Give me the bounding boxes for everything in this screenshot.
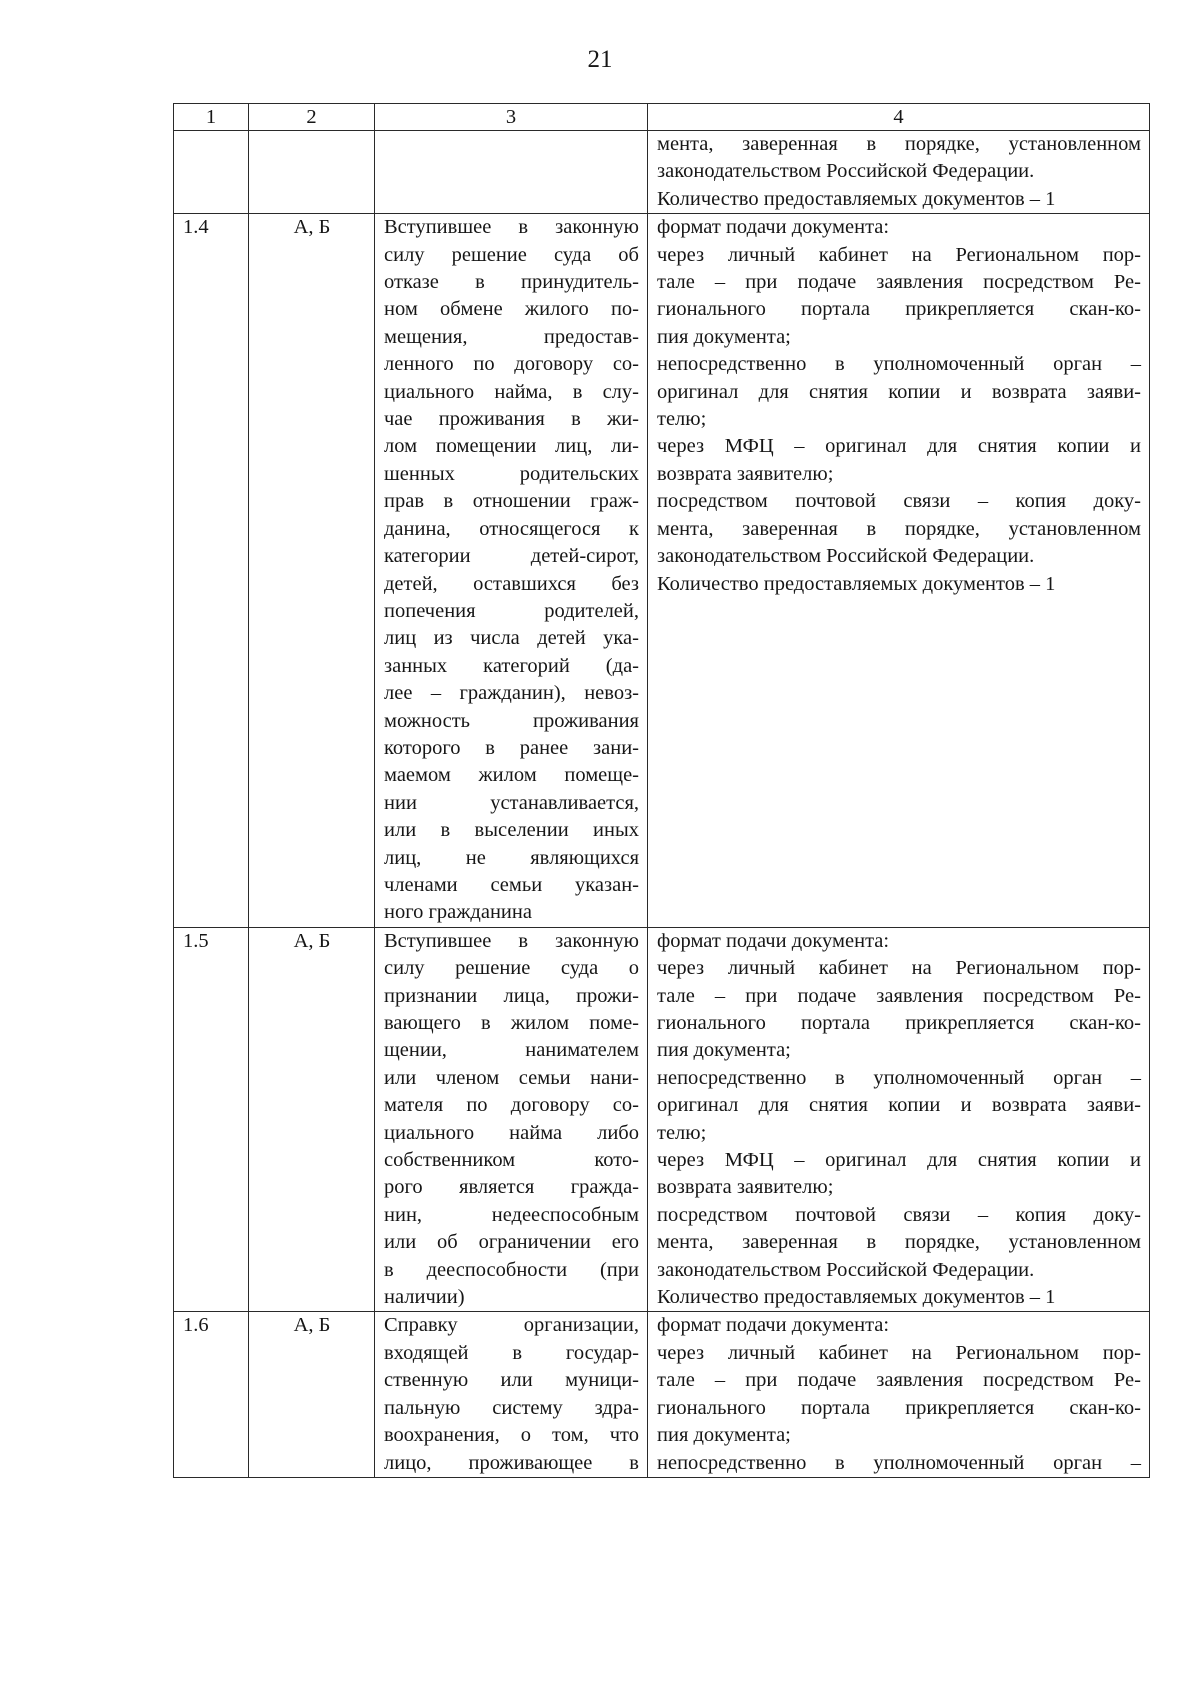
document-name-line: ном обмене жилого по- (384, 298, 639, 321)
document-name-line: данина, относящегося к (384, 517, 639, 540)
submission-format-line: мента, заверенная в порядке, установленном (657, 133, 1141, 155)
column-header-4: 4 (648, 104, 1150, 131)
document-name-line: вающего в жилом поме- (384, 1012, 639, 1034)
submission-format-line: гионального портала прикрепляется скан-ко- (657, 1012, 1141, 1034)
column-header-2: 2 (249, 104, 375, 131)
submission-format-line: формат подачи документа: (657, 1314, 890, 1337)
table-row (174, 927, 1150, 1312)
submission-format-line: гионального портала прикрепляется скан-ко- (657, 298, 1141, 321)
document-name-line: лицо, проживающее в (384, 1451, 639, 1474)
document-name-line: занных категорий (да- (384, 654, 639, 677)
document-name-line: членами семьи указан- (384, 873, 639, 896)
submission-format-line: пия документа; (657, 1039, 791, 1062)
document-name-line: или об ограничении его (384, 1231, 639, 1254)
submission-format-cell (648, 927, 1150, 1312)
document-name-line: попечения родителей, (384, 599, 639, 622)
page-number: 21 (587, 46, 613, 73)
submission-format-line: через МФЦ – оригинал для снятия копии и (657, 435, 1141, 458)
document-name-line: мещения, предостав- (384, 325, 639, 348)
table-row (174, 214, 1150, 928)
applicant-category-cell: А, Б (249, 927, 375, 1312)
document-name-line: ного гражданина (384, 901, 532, 924)
submission-format-line: возврата заявителю; (657, 462, 834, 485)
document-name-line: лее – гражданин), невоз- (384, 682, 639, 705)
submission-format-line: через МФЦ – оригинал для снятия копии и (657, 1149, 1141, 1172)
document-name-line: лом помещении лиц, ли- (384, 435, 639, 458)
submission-format-line: Количество предоставляемых документов – 1 (657, 572, 1056, 595)
document-name-line: или в выселении иных (384, 819, 639, 842)
document-name-line: лиц, не являющихся (384, 846, 639, 869)
document-name-cell (375, 214, 648, 928)
document-name-line: или членом семьи нани- (384, 1066, 639, 1089)
submission-format-line: тале – при подаче заявления посредством Ре- (657, 984, 1141, 1007)
table-body (174, 131, 1150, 1478)
submission-format-line: непосредственно в уполномоченный орган – (657, 1451, 1141, 1474)
submission-format-cell (648, 1312, 1150, 1477)
submission-format-line: тале – при подаче заявления посредством Ре- (657, 1369, 1141, 1392)
document-name-line: детей, оставшихся без (384, 572, 639, 595)
document-name-line: Вступившее в законную (384, 929, 639, 952)
submission-format-line: мента, заверенная в порядке, установленном (657, 517, 1141, 540)
submission-format-line: пия документа; (657, 325, 791, 348)
submission-format-line: через личный кабинет на Региональном пор- (657, 957, 1141, 980)
document-name-line: ленного по договору со- (384, 353, 639, 376)
submission-format-line: законодательством Российской Федерации. (657, 160, 1035, 183)
submission-format-cell (648, 131, 1150, 214)
submission-format-line: посредством почтовой связи – копия доку- (657, 1203, 1141, 1226)
document-name-line: силу решение суда о (384, 957, 639, 980)
document-name-line: рого является гражда- (384, 1176, 639, 1199)
submission-format-line: оригинал для снятия копии и возврата заяви- (657, 380, 1141, 403)
document-name-line: прав в отношении граж- (384, 490, 639, 513)
submission-format-line: возврата заявителю; (657, 1176, 834, 1199)
row-number-cell (174, 131, 249, 214)
applicant-category-cell (249, 131, 375, 214)
submission-format-line: пия документа; (657, 1424, 791, 1447)
document-name-line: наличии) (384, 1286, 465, 1309)
submission-format-line: непосредственно в уполномоченный орган – (657, 1066, 1141, 1089)
submission-format-line: оригинал для снятия копии и возврата заяви- (657, 1094, 1141, 1117)
document-name-line: собственником кото- (384, 1149, 639, 1172)
document-name-line: воохранения, о том, что (384, 1424, 639, 1447)
document-name-line: циального найма, в слу- (384, 380, 639, 403)
submission-format-line: формат подачи документа: (657, 216, 890, 239)
document-name-line: пальную систему здра- (384, 1396, 639, 1419)
document-name-line: шенных родительских (384, 462, 639, 485)
document-name-line: нии устанавливается, (384, 791, 639, 814)
column-header-1: 1 (174, 104, 249, 131)
document-name-line: мателя по договору со- (384, 1094, 639, 1117)
submission-format-line: через личный кабинет на Региональном пор- (657, 1341, 1141, 1364)
document-name-line: чае проживания в жи- (384, 408, 639, 431)
document-name-line: входящей в государ- (384, 1341, 639, 1364)
submission-format-line: телю; (657, 1121, 707, 1144)
document-name-line: Справку организации, (384, 1314, 639, 1337)
submission-format-line: Количество предоставляемых документов – 1 (657, 1286, 1056, 1309)
row-number-cell: 1.6 (174, 1312, 249, 1477)
document-name-line: в дееспособности (при (384, 1258, 639, 1281)
document-name-line: щении, нанимателем (384, 1039, 639, 1062)
submission-format-line: законодательством Российской Федерации. (657, 545, 1035, 568)
documents-table (173, 103, 1150, 1478)
document-name-line: отказе в принудитель- (384, 271, 639, 294)
document-name-line: ственную или муници- (384, 1369, 639, 1392)
submission-format-line: мента, заверенная в порядке, установленном (657, 1231, 1141, 1254)
document-name-line: маемом жилом помеще- (384, 764, 639, 787)
document-name-line: циального найма либо (384, 1121, 639, 1144)
row-number-cell: 1.4 (174, 214, 249, 928)
table-row (174, 131, 1150, 214)
submission-format-line: формат подачи документа: (657, 929, 890, 952)
document-name-line: признании лица, прожи- (384, 984, 639, 1007)
document-name-line: силу решение суда об (384, 243, 639, 266)
submission-format-line: законодательством Российской Федерации. (657, 1258, 1035, 1281)
table-header-row (174, 104, 1150, 131)
row-number-cell: 1.5 (174, 927, 249, 1312)
submission-format-line: через личный кабинет на Региональном пор- (657, 243, 1141, 266)
submission-format-line: гионального портала прикрепляется скан-ко- (657, 1396, 1141, 1419)
submission-format-line: непосредственно в уполномоченный орган – (657, 353, 1141, 376)
document-name-line: Вступившее в законную (384, 216, 639, 239)
table-row (174, 1312, 1150, 1477)
document-name-line: нин, недееспособным (384, 1203, 639, 1226)
submission-format-cell (648, 214, 1150, 928)
applicant-category-cell: А, Б (249, 214, 375, 928)
submission-format-line: тале – при подаче заявления посредством Ре- (657, 271, 1141, 294)
document-name-cell (375, 131, 648, 214)
document-name-line: лиц из числа детей ука- (384, 627, 639, 650)
document-name-line: которого в ранее зани- (384, 736, 639, 759)
document-name-line: категории детей-сирот, (384, 545, 639, 568)
applicant-category-cell: А, Б (249, 1312, 375, 1477)
submission-format-line: телю; (657, 408, 707, 431)
document-name-cell (375, 1312, 648, 1477)
document-name-line: можность проживания (384, 709, 639, 732)
submission-format-line: посредством почтовой связи – копия доку- (657, 490, 1141, 513)
document-name-cell (375, 927, 648, 1312)
submission-format-line: Количество предоставляемых документов – 1 (657, 187, 1056, 210)
column-header-3: 3 (375, 104, 648, 131)
